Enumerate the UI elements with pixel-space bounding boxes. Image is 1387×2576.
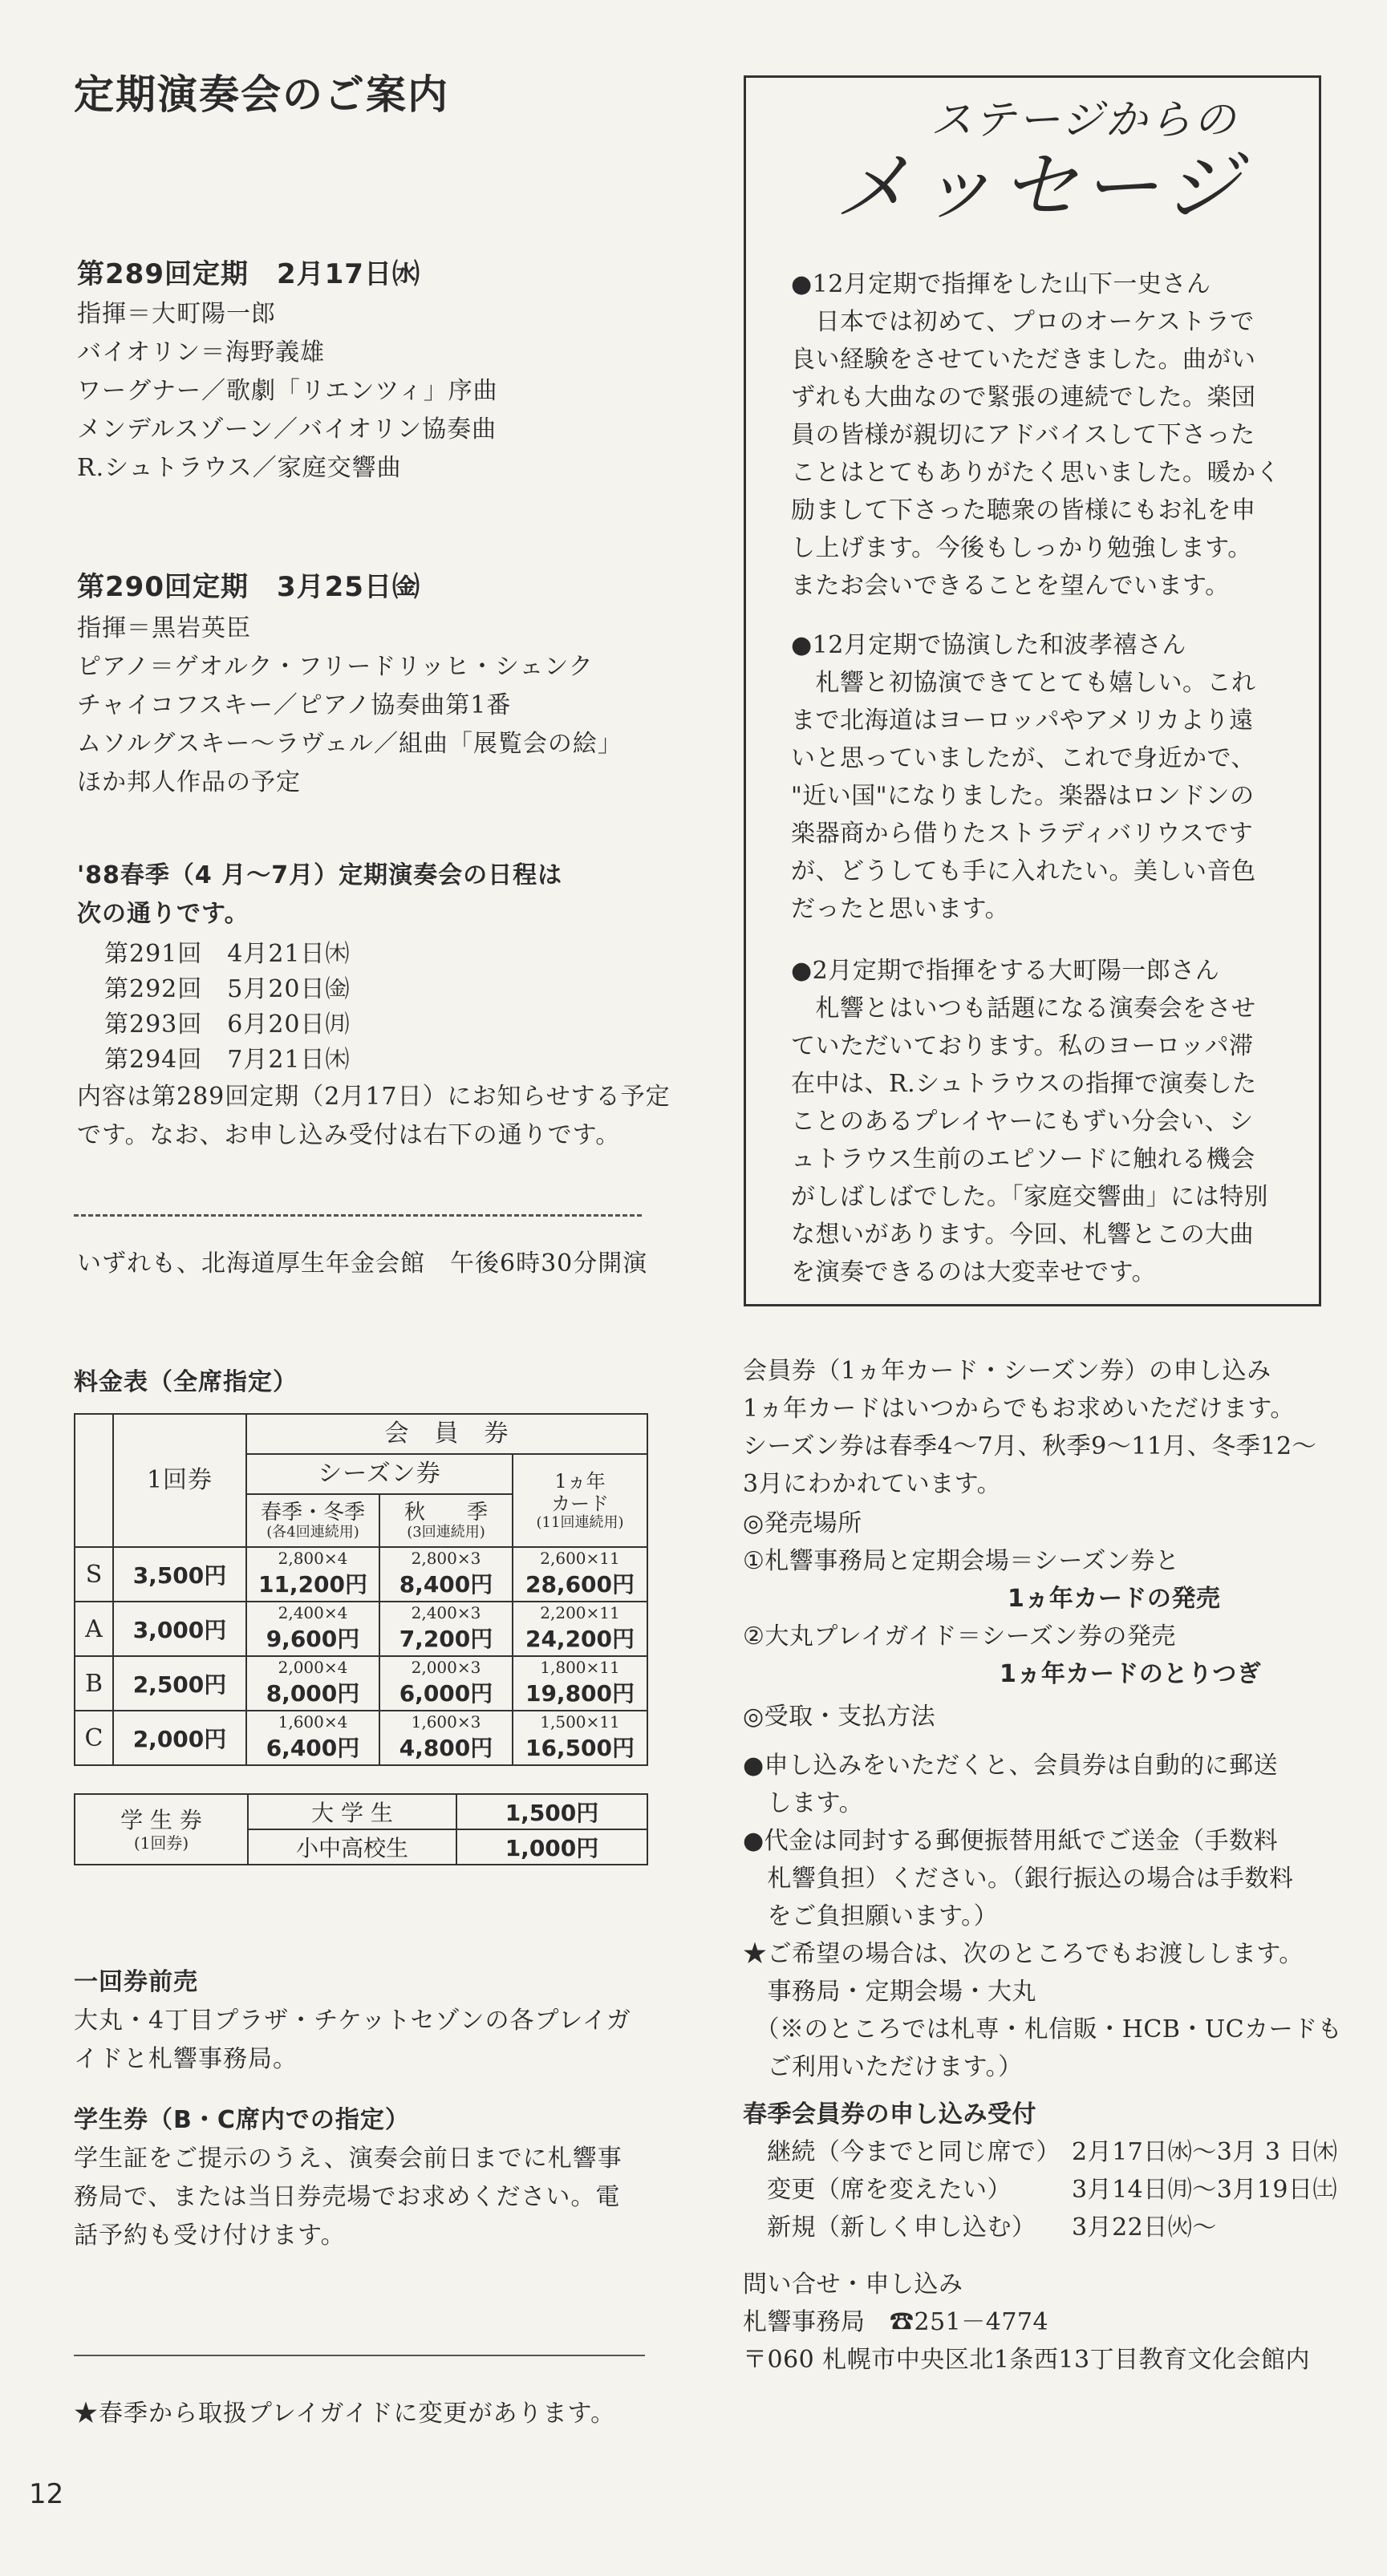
calc: 2,200×11 <box>540 1603 620 1622</box>
message-line: 励まして下さった聴衆の皆様にもお礼を申 <box>791 496 1256 525</box>
message-line: が、どうしても手に入れたい。美しい音色 <box>791 857 1256 885</box>
yearly-cell <box>513 1711 647 1765</box>
message-line: ●12月定期で協演した和波孝禧さん <box>791 631 1186 659</box>
student-category: 小中高校生 <box>248 1829 456 1865</box>
single-price: 3,000円 <box>113 1602 246 1656</box>
page-number: 12 <box>29 2478 64 2510</box>
concert-290-details <box>77 610 623 802</box>
fee-heading: 料金表（全席指定） <box>74 1368 298 1396</box>
autumn-cell <box>379 1656 513 1711</box>
payment-heading: ◎受取・支払方法 <box>743 1703 936 1731</box>
advance-sale-section <box>74 1963 631 2079</box>
student-price: 1,000円 <box>456 1829 647 1865</box>
spring-date: 3月14日㈪～3月19日㈯ <box>1072 2176 1338 2204</box>
concert-289-line: R.シュトラウス／家庭交響曲 <box>77 454 402 482</box>
yearly-label: 1ヵ年 <box>554 1470 606 1493</box>
seat-label: C <box>75 1711 113 1765</box>
single-price: 3,500円 <box>113 1547 246 1602</box>
message-line: し上げます。今後もしっかり勉強します。 <box>791 534 1252 562</box>
message-yamashita <box>791 265 1280 605</box>
message-line: がしばしばでした。「家庭交響曲」には特別 <box>791 1183 1268 1211</box>
membership-line: 1ヵ年カードはいつからでもお求めいただけます。 <box>743 1395 1295 1423</box>
student-ticket-header <box>75 1794 248 1865</box>
autumn-cell <box>379 1711 513 1765</box>
message-line: な想いがあります。今回、札響とこの大曲 <box>791 1221 1255 1249</box>
footer-note: ★春季から取扱プレイガイドに変更があります。 <box>74 2400 616 2428</box>
single-price: 2,500円 <box>113 1656 246 1711</box>
sales-heading: ◎発売場所 <box>743 1509 862 1537</box>
price: 9,600円 <box>266 1626 360 1652</box>
message-line: ずれも大曲なので緊張の連続でした。楽団 <box>791 383 1256 411</box>
student-note: (1回券) <box>133 1833 189 1853</box>
message-line: いと思っていましたが、これで身近かで、 <box>791 744 1255 772</box>
membership-line: 3月にわかれています。 <box>743 1470 1002 1498</box>
schedule-heading: '88春季（4 月～7月）定期演奏会の日程は <box>77 861 563 889</box>
yearly-card-header <box>513 1454 647 1547</box>
calc: 2,800×4 <box>278 1549 348 1568</box>
calc: 2,000×4 <box>278 1658 348 1677</box>
advance-line: イドと札響事務局。 <box>74 2045 298 2073</box>
concert-289-details <box>77 295 498 488</box>
price: 6,400円 <box>266 1735 360 1761</box>
membership-section <box>743 1352 1342 2379</box>
calc: 1,500×11 <box>540 1712 620 1732</box>
message-line: ことはとてもありがたく思いました。暖かく <box>791 459 1280 487</box>
venue-text: いずれも、北海道厚生年金会館 午後6時30分開演 <box>77 1250 648 1278</box>
student-ticket-section <box>74 2101 623 2255</box>
sales-line: 1ヵ年カードのとりつぎ <box>1000 1660 1262 1688</box>
spring-heading: 春季会員券の申し込み受付 <box>743 2100 1036 2128</box>
seat-label: A <box>75 1602 113 1656</box>
message-line: またお会いできることを望んでいます。 <box>791 572 1230 600</box>
student-ticket-line: 学生証をご提示のうえ、演奏会前日までに札響事 <box>74 2145 623 2173</box>
price: 24,200円 <box>525 1626 635 1652</box>
spring-schedule <box>77 857 671 1155</box>
season-ticket-header <box>246 1454 513 1494</box>
contact-line: 札響事務局 ☎251－4774 <box>743 2308 1049 2336</box>
page-title: 定期演奏会のご案内 <box>74 71 449 118</box>
contact-line: 問い合せ・申し込み <box>743 2270 963 2299</box>
payment-line: 札響負担）ください。（銀行振込の場合は手数料 <box>743 1865 1294 1893</box>
autumn-note: (3回連続用) <box>407 1524 485 1541</box>
table-row <box>75 1602 647 1656</box>
student-ticket-line: 話予約も受け付けます。 <box>74 2222 346 2250</box>
member-ticket-header <box>246 1414 647 1454</box>
sales-line: ①札響事務局と定期会場＝シーズン券と <box>743 1547 1180 1575</box>
price: 19,800円 <box>525 1680 635 1707</box>
price: 8,400円 <box>399 1571 493 1598</box>
price: 6,000円 <box>399 1680 493 1707</box>
single-price: 2,000円 <box>113 1711 246 1765</box>
table-row <box>75 1547 647 1602</box>
spring-row <box>743 2171 1342 2209</box>
concert-289-line: ワーグナー／歌劇「リエンツィ」序曲 <box>77 377 498 405</box>
concert-290-line: ピアノ＝ゲオルク・フリードリッヒ・シェンク <box>77 653 594 681</box>
payment-line: ご利用いただけます。） <box>743 2053 1023 2081</box>
table-row <box>75 1656 647 1711</box>
spring-winter-label: 春季・冬季 <box>260 1501 365 1525</box>
calc: 1,800×11 <box>540 1658 620 1677</box>
autumn-cell <box>379 1602 513 1656</box>
membership-line: 会員券（1ヵ年カード・シーズン券）の申し込み <box>743 1357 1271 1385</box>
yearly-cell <box>513 1602 647 1656</box>
divider <box>74 2355 645 2356</box>
message-line: だったと思います。 <box>791 895 1010 923</box>
concert-289-line: 指揮＝大町陽一郎 <box>77 300 276 328</box>
student-ticket-line: 務局で、または当日券売場でお求めください。電 <box>74 2183 621 2211</box>
payment-line: 事務局・定期会場・大丸 <box>743 1978 1036 2006</box>
message-line: ュトラウス生前のエピソードに触れる機会 <box>791 1145 1255 1173</box>
message-line: 在中は、R.シュトラウスの指揮で演奏した <box>791 1070 1257 1098</box>
message-line: 札響と初協演できてとても嬉しい。これ <box>791 669 1256 697</box>
calc: 1,600×3 <box>411 1712 481 1732</box>
payment-line: （※のところでは札専・札信販・HCB・UCカードも <box>743 2015 1343 2043</box>
yearly-cell <box>513 1547 647 1602</box>
single-ticket-header <box>113 1414 246 1547</box>
schedule-item: 第294回 7月21日㈭ <box>104 1046 351 1074</box>
price: 8,000円 <box>266 1680 360 1707</box>
message-omachi <box>791 952 1268 1291</box>
student-category: 大 学 生 <box>248 1794 456 1829</box>
concert-290-heading: 第290回定期 3月25日㈮ <box>77 571 420 603</box>
schedule-item: 第292回 5月20日㈮ <box>104 975 351 1003</box>
student-fee-table <box>74 1793 648 1865</box>
schedule-heading: 次の通りです。 <box>77 900 249 928</box>
price: 7,200円 <box>399 1626 493 1652</box>
payment-line: します。 <box>743 1789 864 1817</box>
message-line: ●12月定期で指揮をした山下一史さん <box>791 270 1211 298</box>
concert-290-line: チャイコフスキー／ピアノ協奏曲第1番 <box>77 691 512 719</box>
message-title-small: ステージからの <box>931 96 1238 144</box>
concert-289-line: メンデルスゾーン／バイオリン協奏曲 <box>77 415 497 444</box>
message-line: 札響とはいつも話題になる演奏会をさせ <box>791 994 1256 1023</box>
calc: 2,400×4 <box>278 1603 348 1622</box>
message-line: 日本では初めて、プロのオーケストラで <box>791 308 1255 336</box>
price: 16,500円 <box>525 1735 635 1761</box>
price: 4,800円 <box>399 1735 493 1761</box>
payment-line: ●申し込みをいただくと、会員券は自動的に郵送 <box>743 1752 1279 1780</box>
table-row <box>75 1711 647 1765</box>
schedule-note: 内容は第289回定期（2月17日）にお知らせする予定 <box>77 1083 671 1111</box>
spring-winter-header <box>246 1494 379 1547</box>
message-line: ていただいております。私のヨーロッパ滞 <box>791 1032 1254 1060</box>
payment-line: ●代金は同封する郵便振替用紙でご送金（手数料 <box>743 1827 1279 1855</box>
sales-line: ②大丸プレイガイド＝シーズン券の発売 <box>743 1622 1176 1651</box>
schedule-note: です。なお、お申し込み受付は右下の通りです。 <box>77 1121 621 1149</box>
spring-row <box>743 2133 1342 2171</box>
yearly-cell <box>513 1656 647 1711</box>
calc: 2,600×11 <box>540 1549 620 1568</box>
message-line: 良い経験をさせていただきました。曲がい <box>791 346 1256 374</box>
spring-row <box>743 2209 1342 2246</box>
fee-table <box>74 1413 648 1766</box>
fee-corner <box>75 1414 113 1547</box>
seat-label: S <box>75 1547 113 1602</box>
student-label: 学 生 券 <box>120 1807 202 1833</box>
concert-290-line: ほか邦人作品の予定 <box>77 768 301 796</box>
spring-label: 継続（今までと同じ席で） <box>767 2138 1061 2166</box>
schedule-item: 第293回 6月20日㈪ <box>104 1011 351 1039</box>
divider <box>74 1214 642 1217</box>
schedule-item: 第291回 4月21日㈭ <box>104 940 351 968</box>
yearly-note: (11回連続用) <box>536 1514 624 1531</box>
message-box <box>744 75 1321 1306</box>
contact-line: 〒060 札幌市中央区北1条西13丁目教育文化会館内 <box>743 2346 1311 2374</box>
spring-winter-note: (各4回連続用) <box>266 1524 359 1541</box>
seat-label: B <box>75 1656 113 1711</box>
student-ticket-heading: 学生券（B・C席内での指定） <box>74 2106 410 2134</box>
sales-line: 1ヵ年カードの発売 <box>1008 1585 1221 1613</box>
yearly-label: カード <box>551 1493 609 1515</box>
membership-line: シーズン券は春季4～7月、秋季9～11月、冬季12～ <box>743 1432 1317 1460</box>
calc: 1,600×4 <box>278 1712 348 1732</box>
spring-label: 新規（新しく申し込む） <box>767 2213 1036 2242</box>
price: 28,600円 <box>525 1571 635 1598</box>
concert-289-heading: 第289回定期 2月17日㈬ <box>77 258 420 290</box>
spring-winter-cell <box>246 1547 379 1602</box>
message-line: を演奏できるのは大変幸せです。 <box>791 1258 1157 1286</box>
concert-290-line: 指揮＝黒岩英臣 <box>77 614 251 642</box>
member-ticket-label: 会 員 券 <box>384 1420 509 1448</box>
concert-290-line: ムソルグスキー～ラヴェル／組曲「展覧会の絵」 <box>77 730 623 758</box>
advance-heading: 一回券前売 <box>74 1968 198 1996</box>
calc: 2,800×3 <box>411 1549 481 1568</box>
payment-line: をご負担願います。） <box>743 1902 999 1930</box>
spring-winter-cell <box>246 1602 379 1656</box>
message-title-large: メッセージ <box>834 142 1247 232</box>
spring-winter-cell <box>246 1656 379 1711</box>
message-line: 員の皆様が親切にアドバイスして下さった <box>791 421 1255 449</box>
calc: 2,400×3 <box>411 1603 481 1622</box>
spring-label: 変更（席を変えたい） <box>767 2176 1012 2204</box>
payment-line: ★ご希望の場合は、次のところでもお渡しします。 <box>743 1940 1304 1968</box>
message-line: "近い国"になりました。楽器はロンドンの <box>791 782 1255 810</box>
message-wanami <box>791 626 1256 928</box>
message-line: まで北海道はヨーロッパやアメリカより遠 <box>791 707 1254 735</box>
concert-289-line: バイオリン＝海野義雄 <box>77 338 326 367</box>
spring-winter-cell <box>246 1711 379 1765</box>
spring-date: 3月22日㈫～ <box>1072 2213 1217 2242</box>
single-ticket-label: 1回券 <box>146 1466 213 1494</box>
autumn-label: 秋 季 <box>404 1501 488 1525</box>
advance-line: 大丸・4丁目プラザ・チケットセゾンの各プレイガ <box>74 2007 631 2035</box>
autumn-header <box>379 1494 513 1547</box>
message-line: ●2月定期で指揮をする大町陽一郎さん <box>791 957 1220 985</box>
spring-date: 2月17日㈬～3月 3 日㈭ <box>1072 2138 1338 2166</box>
autumn-cell <box>379 1547 513 1602</box>
calc: 2,000×3 <box>411 1658 481 1677</box>
message-line: ことのあるプレイヤーにもずい分会い、シ <box>791 1108 1254 1136</box>
season-ticket-label: シーズン券 <box>318 1460 441 1488</box>
price: 11,200円 <box>258 1571 368 1598</box>
message-line: 楽器商から借りたストラディバリウスです <box>791 820 1254 848</box>
student-price: 1,500円 <box>456 1794 647 1829</box>
